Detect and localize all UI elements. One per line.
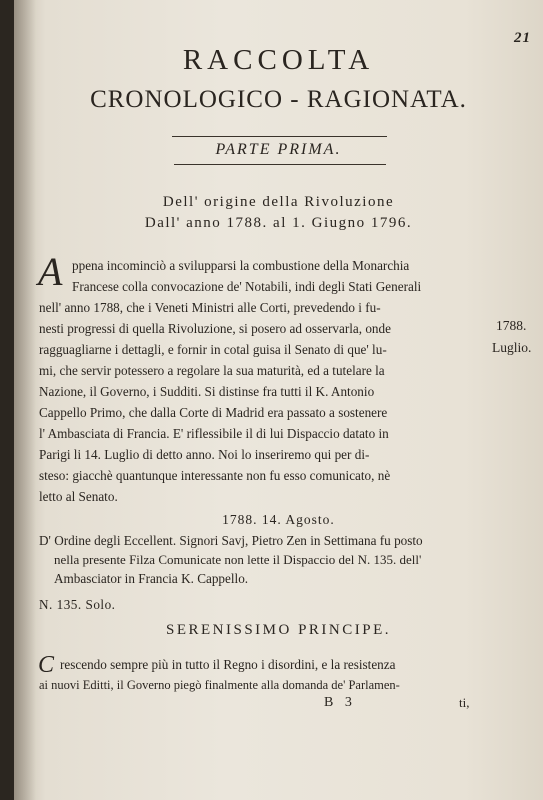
date-line: 1788. 14. Agosto.: [222, 512, 335, 527]
title-line-1: RACCOLTA: [182, 44, 375, 76]
paragraph1-line: l' Ambasciata di Francia. E' riflessibile il di lui Dispaccio datato in: [39, 426, 389, 441]
paragraph1-line: Cappello Primo, che dalla Corte di Madrid era passato a sostenere: [39, 405, 388, 420]
paragraph1-line: nesti progressi di quella Rivoluzione, si posero ad osservarla, onde: [39, 321, 391, 336]
paragraph1-line: mi, che servir potessero a regolare la sua maturità, ed a tutelare la: [39, 363, 385, 378]
paragraph1-line: letto al Senato.: [39, 489, 118, 504]
dispatch-number: N. 135. Solo.: [39, 597, 116, 612]
order-line: D' Ordine degli Eccellent. Signori Savj, Pietro Zen in Settimana fu posto: [39, 533, 423, 548]
title-line-2: CRONOLOGICO - RAGIONATA.: [90, 86, 467, 113]
paragraph1-line: nell' anno 1788, che i Veneti Ministri alle Corti, prevedendo i fu-: [39, 300, 381, 315]
margin-note-month: Luglio.: [492, 340, 532, 355]
subtitle-line-1: Dell' origine della Rivoluzione: [162, 194, 395, 210]
address-heading: SERENISSIMO PRINCIPE.: [165, 622, 392, 638]
page-number: 21: [514, 30, 531, 46]
paragraph1-line: Parigi li 14. Luglio di detto anno. Noi lo inseriremo qui per di-: [39, 447, 370, 462]
paragraph1-line: ppena incominciò a svilupparsi la combustione della Monarchia: [72, 258, 410, 273]
paragraph2-dropcap: C: [38, 652, 55, 678]
paragraph2-line: rescendo sempre più in tutto il Regno i disordini, e la resistenza: [60, 657, 396, 672]
document-page: [14, 0, 543, 800]
signature-mark: B 3: [324, 695, 356, 710]
margin-note-year: 1788.: [496, 318, 527, 333]
binding-shadow: [14, 0, 36, 800]
title-rule-top: [172, 136, 387, 137]
order-line: nella presente Filza Comunicate non lette il Dispaccio del N. 135. dell': [54, 552, 422, 567]
part-title: PARTE PRIMA.: [215, 141, 342, 158]
paragraph1-line: Francese colla convocazione de' Notabili, indi degli Stati Generali: [72, 279, 422, 294]
paragraph1-line: steso: giacchè quantunque interessante non fu esso comunicato, nè: [39, 468, 391, 483]
paragraph2-line: ai nuovi Editti, il Governo piegò finalmente alla domanda de' Parlamen-: [39, 678, 400, 692]
paragraph1-line: Nazione, il Governo, i Sudditi. Si distinse fra tutti il K. Antonio: [39, 384, 375, 399]
paragraph1-dropcap: A: [38, 249, 63, 294]
paragraph1-line: ragguagliarne i dettagli, e fornir in cotal guisa il Senato di que' lu-: [39, 342, 387, 357]
title-rule-bottom: [174, 164, 386, 165]
catchword: ti,: [459, 695, 470, 710]
order-line: Ambasciator in Francia K. Cappello.: [54, 571, 249, 586]
subtitle-line-2: Dall' anno 1788. al 1. Giugno 1796.: [144, 215, 413, 231]
